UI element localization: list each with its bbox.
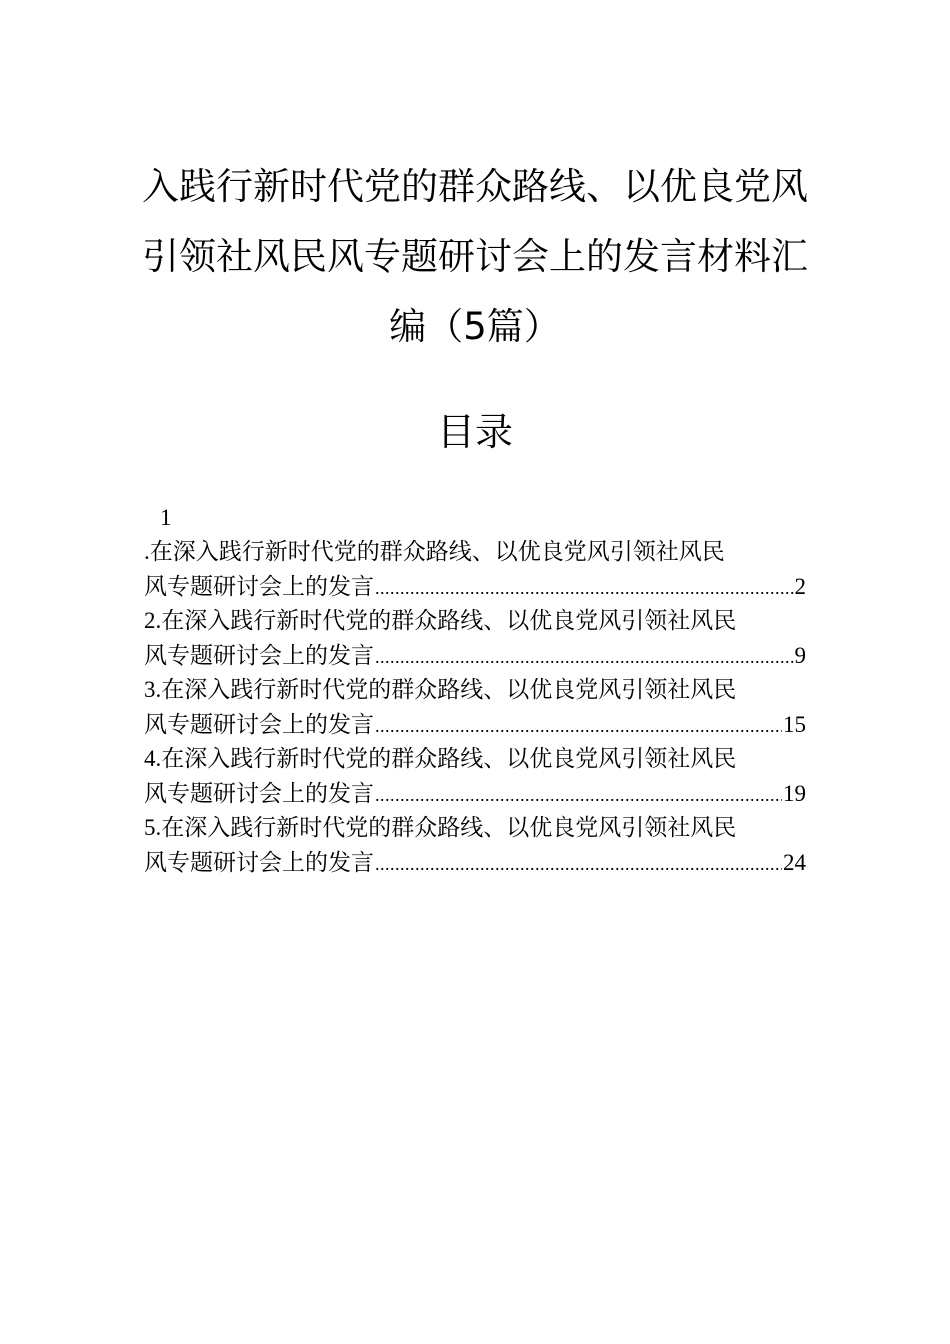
toc-entry-title-continued	[144, 570, 806, 605]
toc-entry-5[interactable]	[144, 811, 806, 880]
toc-entry-text: 在深入践行新时代党的群众路线、以优良党风引领社风民	[161, 815, 737, 841]
toc-entry-title	[144, 742, 806, 777]
toc-entry-page: 9	[794, 642, 806, 668]
toc-entry-number: 5.	[144, 815, 162, 840]
title-line-3: 编（5篇）	[389, 305, 561, 348]
table-of-contents	[144, 501, 806, 880]
toc-entry-text: 风专题研讨会上的发言	[144, 711, 374, 738]
toc-entry-page: 2	[794, 573, 806, 599]
toc-heading: 目录	[436, 410, 513, 454]
document-title	[140, 152, 810, 362]
toc-entry-title	[144, 604, 806, 639]
toc-entry-text: 在深入践行新时代党的群众路线、以优良党风引领社风民	[149, 539, 725, 565]
toc-entry-text: 在深入践行新时代党的群众路线、以优良党风引领社风民	[161, 608, 737, 634]
toc-entry-title-continued	[144, 777, 806, 812]
toc-entry-3[interactable]	[144, 673, 806, 742]
toc-entry-text: 风专题研讨会上的发言	[144, 780, 374, 807]
toc-entry-2[interactable]	[144, 604, 806, 673]
toc-entry-1-number: 1	[160, 505, 172, 530]
toc-entry-number: 3.	[144, 677, 162, 702]
toc-entry-text: 风专题研讨会上的发言	[144, 573, 374, 600]
title-line-2: 引领社风民风专题研讨会上的发言材料汇	[142, 235, 808, 278]
toc-entry-title-continued	[144, 639, 806, 674]
toc-entry-page: 24	[783, 849, 806, 875]
toc-entry-text: 在深入践行新时代党的群众路线、以优良党风引领社风民	[161, 677, 737, 703]
toc-entry-title	[144, 673, 806, 708]
toc-entry-number: .	[144, 539, 150, 564]
toc-entry-text: 风专题研讨会上的发言	[144, 642, 374, 669]
dot-leader	[375, 571, 794, 606]
toc-entry-title-continued	[144, 846, 806, 881]
title-line-1: 入践行新时代党的群众路线、以优良党风	[142, 165, 808, 208]
toc-entry-page: 15	[783, 711, 806, 737]
toc-entry-number: 2.	[144, 608, 162, 633]
toc-entry-text: 在深入践行新时代党的群众路线、以优良党风引领社风民	[161, 746, 737, 772]
dot-leader	[375, 778, 782, 813]
toc-entry-number: 4.	[144, 746, 162, 771]
toc-entry-title	[144, 535, 806, 570]
toc-entry-1[interactable]	[144, 535, 806, 604]
dot-leader	[375, 709, 782, 744]
toc-entry-4[interactable]	[144, 742, 806, 811]
toc-entry-title-continued	[144, 708, 806, 743]
toc-entry-title	[144, 811, 806, 846]
dot-leader	[375, 640, 794, 675]
dot-leader	[375, 847, 782, 882]
toc-entry-text: 风专题研讨会上的发言	[144, 849, 374, 876]
toc-entry-page: 19	[783, 780, 806, 806]
